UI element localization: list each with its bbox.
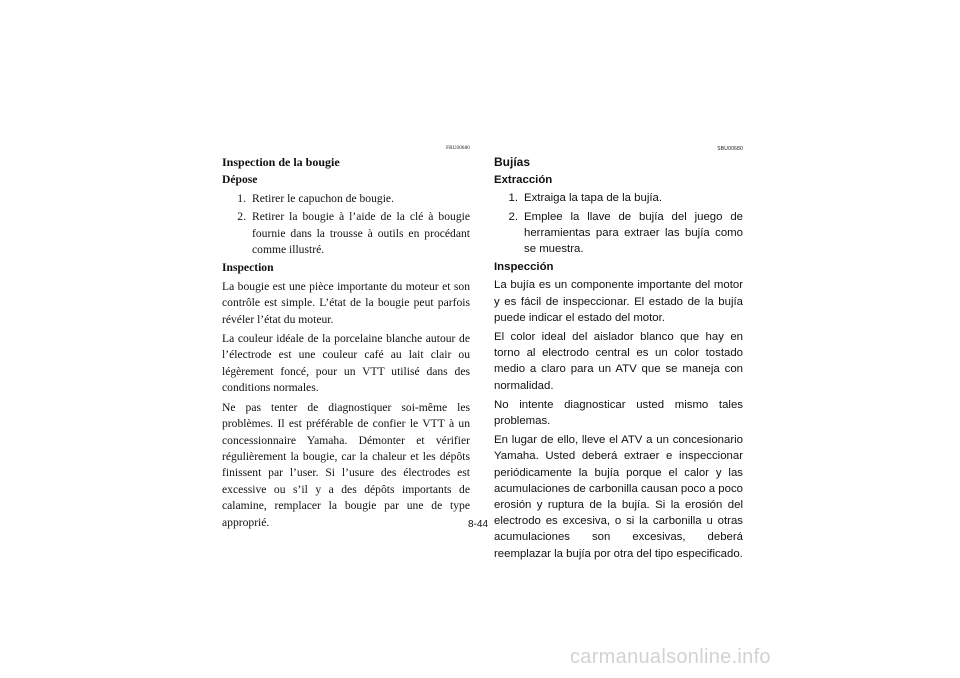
step-number: 1. xyxy=(508,192,518,205)
step-text: Emplee la llave de bujía del juego de herramientas para extraer las bujía como se muestra. xyxy=(524,210,743,256)
removal-heading: Dépose xyxy=(222,173,258,187)
list-item xyxy=(494,209,743,258)
list-item xyxy=(222,209,470,258)
paragraph: El color ideal del aislador blanco que hay en torno al electrodo central es un color tostado medio a claro para un ATV que se maneja con normalidad. xyxy=(494,331,743,392)
inspection-heading: Inspection xyxy=(222,261,274,275)
section-code: FBU00680 xyxy=(446,146,470,151)
step-text: Retirer la bougie à l’aide de la clé à bougie fournie dans la trousse à outils en procédant comme illustré. xyxy=(252,210,470,257)
paragraph: No intente diagnosticar usted mismo tales problemas. xyxy=(494,398,743,428)
paragraph: En lugar de ello, lleve el ATV a un concesionario Yamaha. Usted deberá extraer e inspeccionar periódicamente la bujía porque el calor y las acumulaciones de carbonilla causan poco a poco erosión y ruptura de la bujía. Si la erosión del electrodo es excesiva, o si la carbonilla u otras acumulaciones son excesivas, deberá reemplazar la bujía por otra del tipo especificado. xyxy=(494,434,743,560)
step-number: 2. xyxy=(237,210,246,224)
step-number: 1. xyxy=(237,191,246,205)
paragraph: La bujía es un componente importante del motor y es fácil de inspeccionar. El estado de la bujía puede indicar el estado del motor. xyxy=(494,279,743,324)
paragraph: La bougie est une pièce importante du moteur et son contrôle est simple. L’état de la bougie peut parfois révéler l’état du moteur. xyxy=(222,279,470,326)
removal-steps xyxy=(222,191,470,259)
watermark: carmanualsonline.info xyxy=(570,646,771,668)
step-text: Extraiga la tapa de la bujía. xyxy=(524,192,663,205)
step-text: Retirer le capuchon de bougie. xyxy=(252,191,394,205)
spanish-column xyxy=(494,146,743,565)
list-item xyxy=(222,191,470,207)
paragraph: La couleur idéale de la porcelaine blanche autour de l’électrode est une couleur café au lait clair ou légèrement foncé, pour un VTT utilisé dans des conditions normales. xyxy=(222,332,470,395)
page-number: 8-44 xyxy=(468,519,489,530)
section-title: Inspection de la bougie xyxy=(222,155,340,169)
removal-heading: Extracción xyxy=(494,174,553,187)
paragraph: Ne pas tenter de diagnostiquer soi-même les problèmes. Il est préférable de confier le VTT à un concessionnaire Yamaha. Démonter et vérifier régulièrement la bougie, car la chaleur et les dépôts finissent par l’user. Si l’usure des électrodes est excessive ou s’il y a des dépôts importants de calamine, remplacer la bougie par une de type approprié. xyxy=(222,400,470,529)
list-item xyxy=(494,190,743,206)
section-code: SBU00680 xyxy=(717,146,743,152)
section-title: Bujías xyxy=(494,155,531,169)
step-number: 2. xyxy=(508,210,518,223)
removal-steps xyxy=(494,190,743,257)
french-column xyxy=(222,146,470,534)
inspection-heading: Inspección xyxy=(494,261,554,274)
